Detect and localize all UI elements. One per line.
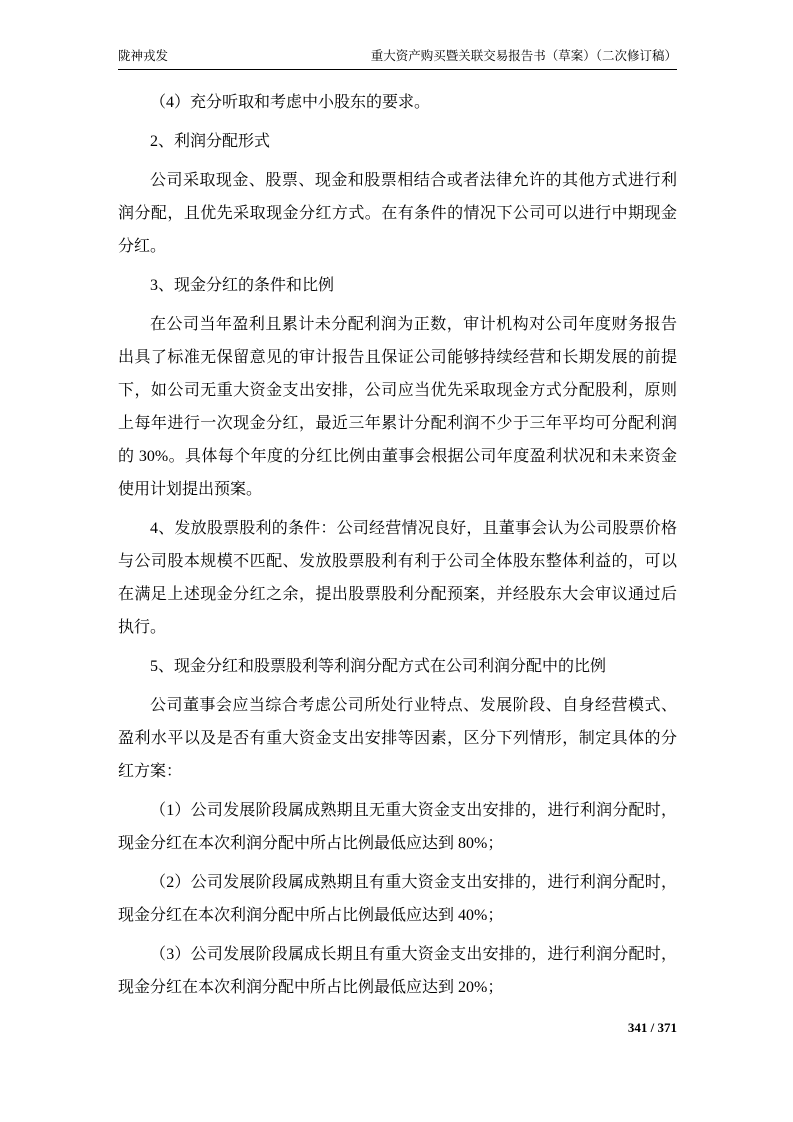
- page-header: [118, 48, 677, 70]
- paragraph: 在公司当年盈利且累计未分配利润为正数，审计机构对公司年度财务报告出具了标准无保留意见的审计报告且保证公司能够持续经营和长期发展的前提下，如公司无重大资金支出安排，公司应当优先采取现金方式分配股利，原则上每年进行一次现金分红，最近三年累计分配利润不少于三年平均可分配利润的 30%。具体每个年度的分红比例由董事会根据公司年度盈利状况和未来资金使用计划提出预案。: [118, 316, 677, 498]
- paragraph: 公司董事会应当综合考虑公司所处行业特点、发展阶段、自身经营模式、盈利水平以及是否有重大资金支出安排等因素，区分下列情形，制定具体的分红方案：: [118, 697, 677, 780]
- paragraph: （2）公司发展阶段属成熟期且有重大资金支出安排的，进行利润分配时，现金分红在本次利润分配中所占比例最低应达到 40%；: [118, 874, 677, 924]
- section-heading: 3、现金分红的条件和比例: [150, 277, 335, 294]
- paragraph: （1）公司发展阶段属成熟期且无重大资金支出安排的，进行利润分配时，现金分红在本次利润分配中所占比例最低应达到 80%；: [118, 802, 677, 852]
- header-company-name: 陇神戎发: [118, 49, 169, 63]
- section-heading: 2、利润分配形式: [150, 133, 271, 150]
- page-footer: [628, 1020, 677, 1036]
- header-report-title: 重大资产购买暨关联交易报告书（草案）（二次修订稿）: [370, 49, 677, 63]
- paragraph: （4）充分听取和考虑中小股东的要求。: [150, 94, 431, 111]
- paragraph: 公司采取现金、股票、现金和股票相结合或者法律允许的其他方式进行利润分配，且优先采取现金分红方式。在有条件的情况下公司可以进行中期现金分红。: [118, 172, 677, 255]
- paragraph: （3）公司发展阶段属成长期且有重大资金支出安排的，进行利润分配时，现金分红在本次利润分配中所占比例最低应达到 20%；: [118, 946, 677, 996]
- paragraph: 4、发放股票股利的条件：公司经营情况良好，且董事会认为公司股票价格与公司股本规模不匹配、发放股票股利有利于公司全体股东整体利益的，可以在满足上述现金分红之余，提出股票股利分配预案，并经股东大会审议通过后执行。: [118, 520, 677, 636]
- document-body: [118, 86, 677, 1010]
- page-number: 341 / 371: [627, 1020, 677, 1035]
- section-heading: 5、现金分红和股票股利等利润分配方式在公司利润分配中的比例: [150, 658, 607, 675]
